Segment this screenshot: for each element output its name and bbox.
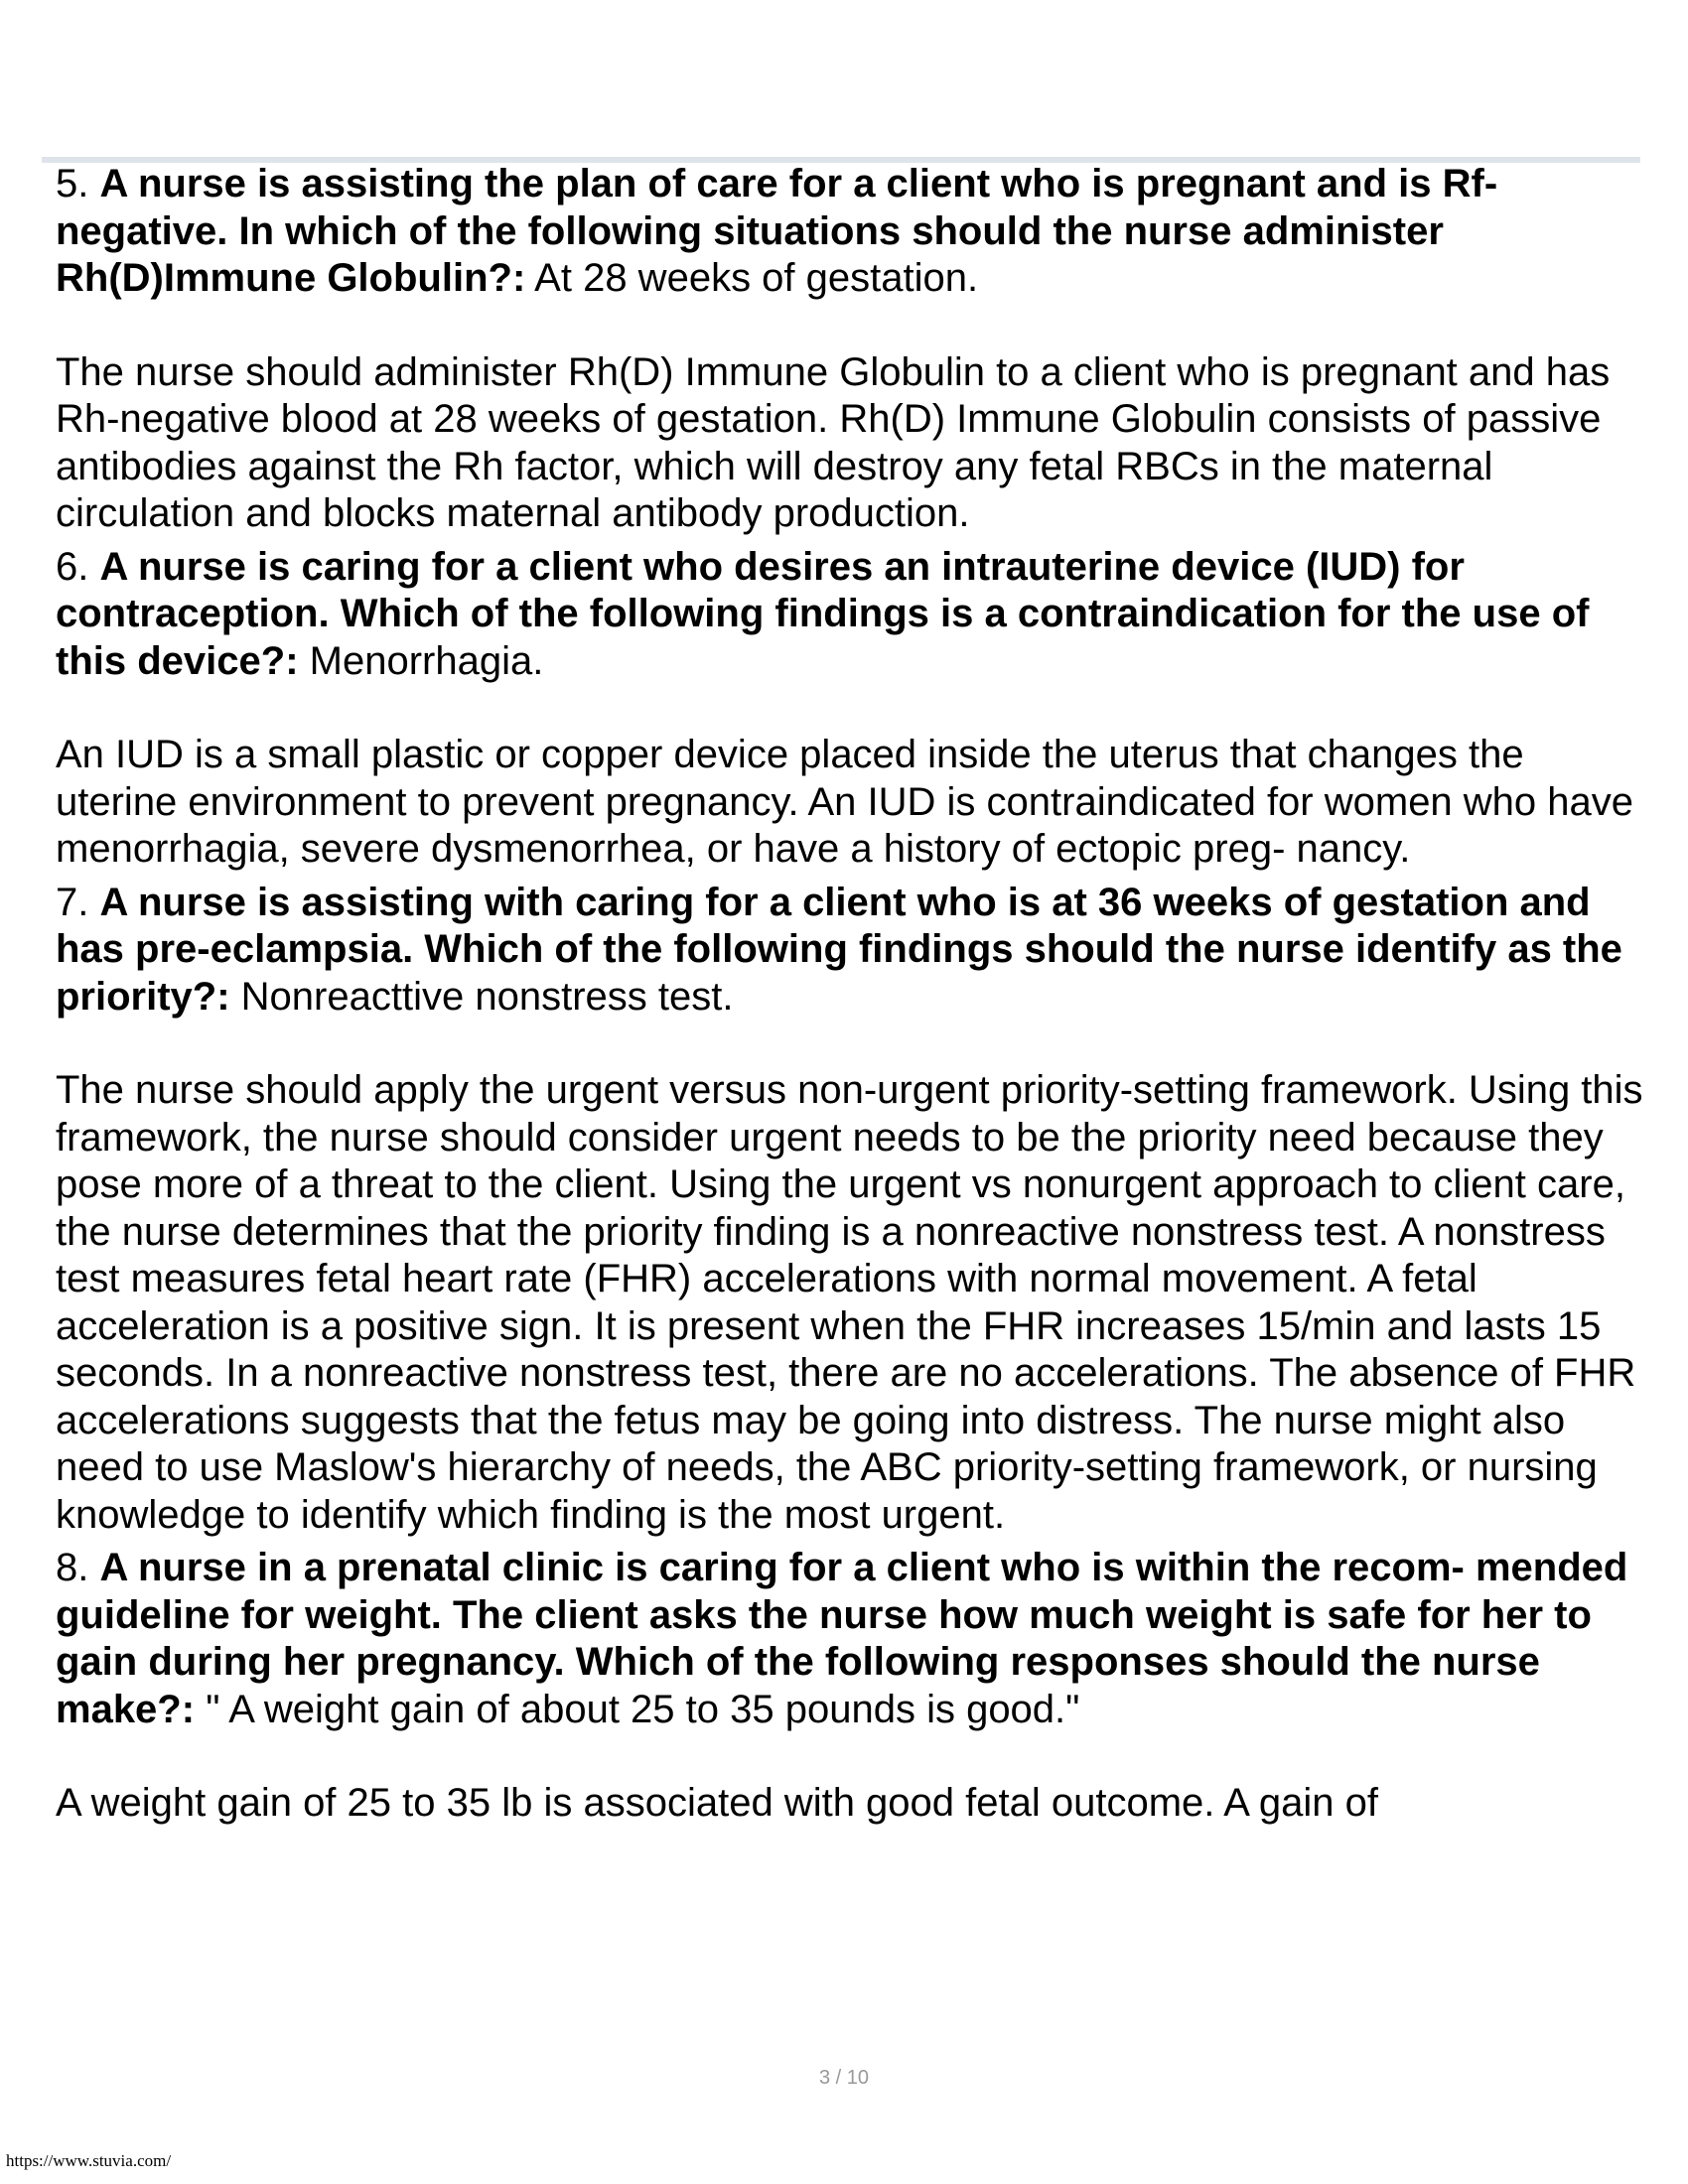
document-body bbox=[56, 161, 1644, 1834]
question-answer: Nonreacttive nonstress test. bbox=[240, 974, 734, 1019]
question-block-5 bbox=[56, 161, 1644, 538]
question bbox=[56, 1545, 1644, 1733]
question-text: A nurse is caring for a client who desires an intrauterine device (IUD) for contraception. Which of the following findings is a contraindication for the use of this device?: bbox=[56, 544, 1590, 683]
question bbox=[56, 161, 1644, 303]
question bbox=[56, 880, 1644, 1022]
question-number: 6. bbox=[56, 544, 89, 589]
explanation-text: An IUD is a small plastic or copper device placed inside the uterus that changes the uterine environment to prevent pregnancy. An IUD is contraindicated for women who have menorrhagia, severe dysmenorrhea, or have a history of ectopic preg- nancy. bbox=[56, 733, 1634, 871]
question-text: A nurse in a prenatal clinic is caring for a client who is within the recom- mended guideline for weight. The client asks the nurse how much weight is safe for her to gain during her pregnancy. Which of the following responses should the nurse make?: bbox=[56, 1546, 1628, 1731]
question bbox=[56, 544, 1644, 686]
question-number: 8. bbox=[56, 1546, 89, 1589]
explanation-text: A weight gain of 25 to 35 lb is associated with good fetal outcome. A gain of bbox=[56, 1781, 1378, 1825]
question-text: A nurse is assisting with caring for a client who is at 36 weeks of gestation and has pre-eclampsia. Which of the following findings should the nurse identify as the priority?: bbox=[56, 880, 1622, 1019]
question-text: A nurse is assisting the plan of care for a client who is pregnant and is Rf-negative. In which of the following situations should the nurse administer Rh(D)Immune Globulin?: bbox=[56, 162, 1498, 300]
question-block-8 bbox=[56, 1545, 1644, 1828]
question-block-7 bbox=[56, 880, 1644, 1540]
question-number: 7. bbox=[56, 880, 89, 924]
page-number: 3 / 10 bbox=[818, 2067, 870, 2089]
question-answer: At 28 weeks of gestation. bbox=[534, 256, 979, 300]
question-block-6 bbox=[56, 544, 1644, 874]
question-answer: Menorrhagia. bbox=[309, 638, 544, 683]
question-number: 5. bbox=[56, 162, 89, 205]
source-url: https://www.stuvia.com/ bbox=[6, 2151, 172, 2170]
explanation-text: The nurse should administer Rh(D) Immune Globulin to a client who is pregnant and has Rh-negative blood at 28 weeks of gestation. Rh(D) Immune Globulin consists of passive antibodies against the Rh factor, which will destroy any fetal RBCs in the maternal circulation and blocks maternal antibody production. bbox=[56, 349, 1611, 535]
explanation-text: The nurse should apply the urgent versus non-urgent priority-setting framework. Using this framework, the nurse should consider urgent needs to be the priority need because they pose more of a threat to the client. Using the urgent vs nonurgent approach to client care, the nurse determines that the priority finding is a nonreactive nonstress test. A nonstress test measures fetal heart rate (FHR) accelerations with normal movement. A fetal acceleration is a positive sign. It is present when the FHR increases 15/min and lasts 15 seconds. In a nonreactive nonstress test, there are no accelerations. The absence of FHR accelerations suggests that the fetus may be going into distress. The nurse might also need to use Maslow's hierarchy of needs, the ABC priority-setting framework, or nursing knowledge to identify which finding is the most urgent. bbox=[56, 1068, 1643, 1537]
question-answer: " A weight gain of about 25 to 35 pounds is good." bbox=[206, 1687, 1080, 1731]
